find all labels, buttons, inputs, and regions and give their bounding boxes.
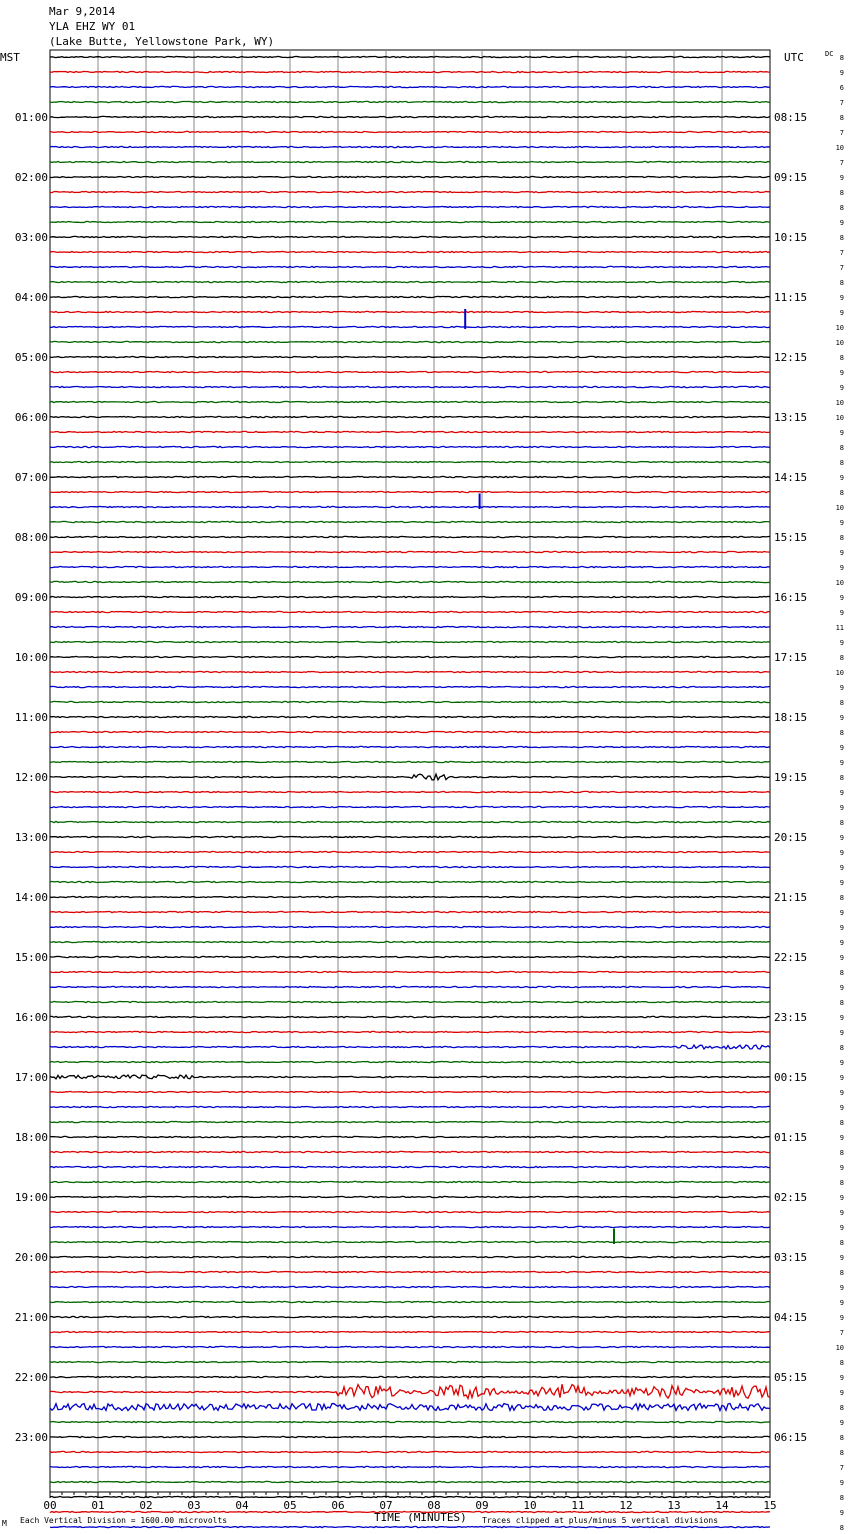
dc-offset-label: 8 xyxy=(839,354,844,362)
dc-offset-label: 8 xyxy=(839,489,844,497)
dc-offset-label: 9 xyxy=(839,1029,844,1037)
trace-line xyxy=(50,1226,770,1227)
mst-hour-label: 21:00 xyxy=(14,1311,48,1324)
dc-offset-label: 9 xyxy=(839,1209,844,1217)
trace-line xyxy=(50,311,770,312)
dc-offset-label: 7 xyxy=(839,159,844,167)
trace-line xyxy=(50,1451,770,1452)
trace-line xyxy=(50,1075,770,1079)
utc-hour-label: 12:15 xyxy=(774,351,808,364)
trace-line xyxy=(50,1384,770,1398)
dc-offset-label: 8 xyxy=(839,459,844,467)
corner-mark: M xyxy=(2,1519,7,1528)
dc-offset-label: 9 xyxy=(839,384,844,392)
utc-hour-label: 01:15 xyxy=(774,1131,808,1144)
dc-header-label: DC xyxy=(825,50,834,58)
mst-hour-label: 01:00 xyxy=(14,111,48,124)
dc-offset-label: 8 xyxy=(839,1449,844,1457)
utc-hour-label: 13:15 xyxy=(774,411,808,424)
dc-offset-label: 8 xyxy=(839,234,844,242)
utc-hour-label: 18:15 xyxy=(774,711,808,724)
dc-offset-label: 8 xyxy=(839,1044,844,1052)
dc-offset-label: 7 xyxy=(839,129,844,137)
dc-offset-label: 9 xyxy=(839,879,844,887)
mst-hour-label: 14:00 xyxy=(14,891,48,904)
trace-line xyxy=(50,266,770,267)
trace-line xyxy=(50,1151,770,1152)
trace-line xyxy=(50,851,770,852)
utc-hour-label: 00:15 xyxy=(774,1071,808,1084)
dc-offset-label: 9 xyxy=(839,864,844,872)
trace-line xyxy=(50,1106,770,1107)
dc-offset-label: 8 xyxy=(839,534,844,542)
x-tick-label: 03 xyxy=(187,1499,201,1512)
dc-offset-label: 10 xyxy=(835,414,844,422)
x-tick-label: 06 xyxy=(331,1499,345,1512)
trace-line xyxy=(50,1526,770,1527)
mst-hour-label: 17:00 xyxy=(14,1071,48,1084)
trace-line xyxy=(50,71,770,72)
dc-offset-label: 9 xyxy=(839,549,844,557)
trace-line xyxy=(50,881,770,882)
trace-line xyxy=(50,656,770,657)
dc-offset-label: 9 xyxy=(839,1479,844,1487)
trace-line xyxy=(50,206,770,207)
dc-offset-label: 9 xyxy=(839,174,844,182)
trace-line xyxy=(50,1361,770,1362)
trace-line xyxy=(50,1001,770,1002)
x-tick-label: 10 xyxy=(523,1499,537,1512)
dc-offset-label: 9 xyxy=(839,1389,844,1397)
trace-line xyxy=(50,401,770,402)
dc-offset-label: 8 xyxy=(839,204,844,212)
trace-line xyxy=(50,521,770,522)
utc-hour-label: 21:15 xyxy=(774,891,808,904)
trace-line xyxy=(50,701,770,702)
trace-line xyxy=(50,341,770,342)
dc-offset-label: 10 xyxy=(835,399,844,407)
dc-offset-label: 8 xyxy=(839,894,844,902)
trace-line xyxy=(50,1016,770,1017)
utc-hour-label: 08:15 xyxy=(774,111,808,124)
mst-hour-label: 12:00 xyxy=(14,771,48,784)
trace-line xyxy=(50,1241,770,1242)
x-tick-label: 09 xyxy=(475,1499,489,1512)
trace-line xyxy=(50,476,770,477)
trace-line xyxy=(50,1045,770,1049)
trace-line xyxy=(50,774,770,780)
trace-line xyxy=(50,626,770,627)
trace-line xyxy=(50,746,770,747)
mst-hour-label: 20:00 xyxy=(14,1251,48,1264)
mst-hour-label: 10:00 xyxy=(14,651,48,664)
trace-line xyxy=(50,1376,770,1377)
trace-line xyxy=(50,386,770,387)
trace-line xyxy=(50,1466,770,1467)
trace-line xyxy=(50,56,770,57)
trace-line xyxy=(50,1136,770,1137)
trace-line xyxy=(50,356,770,357)
utc-axis-label: UTC xyxy=(784,51,804,64)
dc-offset-label: 8 xyxy=(839,279,844,287)
x-tick-label: 01 xyxy=(91,1499,105,1512)
dc-offset-label: 9 xyxy=(839,1134,844,1142)
dc-offset-label: 9 xyxy=(839,1089,844,1097)
trace-line xyxy=(50,1061,770,1062)
trace-line xyxy=(50,236,770,237)
dc-offset-label: 8 xyxy=(839,1179,844,1187)
dc-offset-label: 9 xyxy=(839,714,844,722)
dc-offset-label: 8 xyxy=(839,819,844,827)
x-tick-label: 05 xyxy=(283,1499,297,1512)
trace-line xyxy=(50,671,770,672)
x-tick-label: 13 xyxy=(667,1499,681,1512)
x-tick-label: 08 xyxy=(427,1499,441,1512)
dc-offset-label: 8 xyxy=(839,654,844,662)
utc-hour-label: 23:15 xyxy=(774,1011,808,1024)
dc-offset-label: 9 xyxy=(839,684,844,692)
trace-line xyxy=(50,596,770,597)
mst-hour-label: 19:00 xyxy=(14,1191,48,1204)
dc-offset-label: 7 xyxy=(839,249,844,257)
x-tick-label: 12 xyxy=(619,1499,633,1512)
dc-offset-label: 9 xyxy=(839,1104,844,1112)
dc-offset-label: 8 xyxy=(839,1434,844,1442)
dc-offset-label: 10 xyxy=(835,579,844,587)
dc-offset-label: 8 xyxy=(839,189,844,197)
trace-line xyxy=(50,506,770,507)
dc-offset-label: 9 xyxy=(839,429,844,437)
dc-offset-label: 8 xyxy=(839,444,844,452)
trace-line xyxy=(50,641,770,642)
trace-line xyxy=(50,896,770,897)
trace-line xyxy=(50,131,770,132)
dc-offset-label: 11 xyxy=(835,624,844,632)
dc-offset-label: 8 xyxy=(839,1239,844,1247)
dc-offset-label: 6 xyxy=(839,84,844,92)
utc-hour-label: 05:15 xyxy=(774,1371,808,1384)
trace-line xyxy=(50,941,770,942)
dc-offset-label: 9 xyxy=(839,744,844,752)
dc-offset-label: 9 xyxy=(839,804,844,812)
mst-hour-label: 03:00 xyxy=(14,231,48,244)
trace-line xyxy=(50,1496,770,1497)
trace-line xyxy=(50,956,770,957)
dc-offset-label: 8 xyxy=(839,1269,844,1277)
trace-line xyxy=(50,1404,770,1411)
dc-offset-label: 9 xyxy=(839,1509,844,1517)
dc-offset-label: 8 xyxy=(839,54,844,62)
dc-offset-label: 9 xyxy=(839,594,844,602)
trace-line xyxy=(50,866,770,867)
trace-line xyxy=(50,926,770,927)
utc-hour-label: 19:15 xyxy=(774,771,808,784)
dc-offset-label: 7 xyxy=(839,99,844,107)
x-tick-label: 14 xyxy=(715,1499,729,1512)
trace-line xyxy=(50,686,770,687)
trace-line xyxy=(50,281,770,282)
dc-offset-label: 9 xyxy=(839,69,844,77)
trace-line xyxy=(50,251,770,252)
trace-line xyxy=(50,416,770,417)
trace-line xyxy=(50,1181,770,1182)
dc-offset-label: 9 xyxy=(839,1224,844,1232)
trace-line xyxy=(50,461,770,462)
trace-line xyxy=(50,731,770,732)
dc-offset-label: 10 xyxy=(835,669,844,677)
mst-hour-label: 08:00 xyxy=(14,531,48,544)
dc-offset-label: 9 xyxy=(839,1314,844,1322)
trace-line xyxy=(50,161,770,162)
trace-line xyxy=(50,86,770,87)
dc-offset-label: 10 xyxy=(835,339,844,347)
trace-line xyxy=(50,1346,770,1347)
mst-hour-label: 18:00 xyxy=(14,1131,48,1144)
trace-line xyxy=(50,176,770,177)
trace-line xyxy=(50,821,770,822)
trace-line xyxy=(50,1271,770,1272)
dc-offset-label: 9 xyxy=(839,909,844,917)
utc-hour-label: 09:15 xyxy=(774,171,808,184)
trace-line xyxy=(50,806,770,807)
trace-line xyxy=(50,146,770,147)
dc-offset-label: 7 xyxy=(839,1464,844,1472)
dc-offset-label: 10 xyxy=(835,504,844,512)
dc-offset-label: 9 xyxy=(839,1254,844,1262)
dc-offset-label: 9 xyxy=(839,1194,844,1202)
utc-hour-label: 10:15 xyxy=(774,231,808,244)
trace-line xyxy=(50,1031,770,1032)
dc-offset-label: 9 xyxy=(839,1374,844,1382)
dc-offset-label: 8 xyxy=(839,699,844,707)
dc-offset-label: 7 xyxy=(839,1329,844,1337)
dc-offset-label: 9 xyxy=(839,1059,844,1067)
trace-line xyxy=(50,716,770,717)
dc-offset-label: 9 xyxy=(839,609,844,617)
mst-hour-label: 05:00 xyxy=(14,351,48,364)
trace-line xyxy=(50,491,770,492)
trace-line xyxy=(50,1331,770,1332)
trace-line xyxy=(50,296,770,297)
mst-hour-label: 15:00 xyxy=(14,951,48,964)
trace-line xyxy=(50,1196,770,1197)
trace-line xyxy=(50,1421,770,1422)
trace-line xyxy=(50,1286,770,1287)
dc-offset-label: 9 xyxy=(839,834,844,842)
x-tick-label: 07 xyxy=(379,1499,393,1512)
mst-hour-label: 02:00 xyxy=(14,171,48,184)
utc-hour-label: 11:15 xyxy=(774,291,808,304)
trace-line xyxy=(50,836,770,837)
trace-line xyxy=(50,1301,770,1302)
trace-line xyxy=(50,1091,770,1092)
utc-hour-label: 03:15 xyxy=(774,1251,808,1264)
trace-line xyxy=(50,551,770,552)
x-tick-label: 04 xyxy=(235,1499,249,1512)
utc-hour-label: 14:15 xyxy=(774,471,808,484)
utc-hour-label: 20:15 xyxy=(774,831,808,844)
dc-offset-label: 8 xyxy=(839,114,844,122)
utc-hour-label: 02:15 xyxy=(774,1191,808,1204)
trace-line xyxy=(50,1436,770,1437)
dc-offset-label: 9 xyxy=(839,1014,844,1022)
dc-offset-label: 9 xyxy=(839,294,844,302)
dc-offset-label: 7 xyxy=(839,264,844,272)
trace-line xyxy=(50,1316,770,1317)
trace-line xyxy=(50,1256,770,1257)
dc-offset-label: 8 xyxy=(839,729,844,737)
dc-offset-label: 8 xyxy=(839,774,844,782)
trace-line xyxy=(50,116,770,117)
dc-offset-label: 9 xyxy=(839,759,844,767)
dc-offset-label: 9 xyxy=(839,519,844,527)
trace-line xyxy=(50,371,770,372)
dc-offset-label: 9 xyxy=(839,849,844,857)
dc-offset-label: 8 xyxy=(839,969,844,977)
mst-hour-label: 22:00 xyxy=(14,1371,48,1384)
trace-line xyxy=(50,1121,770,1122)
mst-hour-label: 07:00 xyxy=(14,471,48,484)
trace-line xyxy=(50,971,770,972)
dc-offset-label: 8 xyxy=(839,1359,844,1367)
chart-date: Mar 9,2014 xyxy=(49,5,116,18)
dc-offset-label: 9 xyxy=(839,369,844,377)
trace-line xyxy=(50,446,770,447)
trace-line xyxy=(50,191,770,192)
dc-offset-label: 9 xyxy=(839,939,844,947)
dc-offset-label: 9 xyxy=(839,219,844,227)
dc-offset-label: 10 xyxy=(835,1344,844,1352)
trace-line xyxy=(50,1211,770,1212)
scale-note: Each Vertical Division = 1600.00 microvolts xyxy=(20,1516,228,1525)
station-code: YLA EHZ WY 01 xyxy=(49,20,136,33)
mst-hour-label: 13:00 xyxy=(14,831,48,844)
trace-line xyxy=(50,326,770,327)
dc-offset-label: 10 xyxy=(835,324,844,332)
dc-offset-label: 8 xyxy=(839,1119,844,1127)
dc-offset-label: 9 xyxy=(839,639,844,647)
dc-offset-label: 9 xyxy=(839,1074,844,1082)
mst-hour-label: 06:00 xyxy=(14,411,48,424)
dc-offset-label: 8 xyxy=(839,1494,844,1502)
utc-hour-label: 15:15 xyxy=(774,531,808,544)
dc-offset-label: 8 xyxy=(839,1404,844,1412)
utc-hour-label: 04:15 xyxy=(774,1311,808,1324)
station-location: (Lake Butte, Yellowstone Park, WY) xyxy=(49,35,275,48)
x-axis-label: TIME (MINUTES) xyxy=(374,1511,467,1524)
dc-offset-label: 9 xyxy=(839,789,844,797)
utc-hour-label: 17:15 xyxy=(774,651,808,664)
mst-hour-label: 16:00 xyxy=(14,1011,48,1024)
dc-offset-label: 9 xyxy=(839,984,844,992)
dc-offset-label: 8 xyxy=(839,1149,844,1157)
trace-line xyxy=(50,911,770,912)
trace-line xyxy=(50,221,770,222)
trace-line xyxy=(50,791,770,792)
trace-line xyxy=(50,1166,770,1167)
x-tick-label: 02 xyxy=(139,1499,153,1512)
trace-line xyxy=(50,611,770,612)
trace-line xyxy=(50,761,770,762)
trace-line xyxy=(50,581,770,582)
trace-line xyxy=(50,431,770,432)
clip-note: Traces clipped at plus/minus 5 vertical divisions xyxy=(482,1516,719,1525)
dc-offset-label: 9 xyxy=(839,309,844,317)
dc-offset-label: 9 xyxy=(839,1419,844,1427)
dc-offset-label: 9 xyxy=(839,1299,844,1307)
trace-line xyxy=(50,986,770,987)
trace-line xyxy=(50,1481,770,1482)
dc-offset-label: 9 xyxy=(839,474,844,482)
x-tick-label: 15 xyxy=(763,1499,777,1512)
dc-offset-label: 9 xyxy=(839,1284,844,1292)
utc-hour-label: 06:15 xyxy=(774,1431,808,1444)
trace-line xyxy=(50,101,770,102)
mst-axis-label: MST xyxy=(0,51,20,64)
dc-offset-label: 9 xyxy=(839,924,844,932)
dc-offset-label: 9 xyxy=(839,564,844,572)
dc-offset-label: 9 xyxy=(839,954,844,962)
mst-hour-label: 11:00 xyxy=(14,711,48,724)
dc-offset-label: 9 xyxy=(839,1164,844,1172)
utc-hour-label: 16:15 xyxy=(774,591,808,604)
dc-offset-label: 8 xyxy=(839,1524,844,1532)
mst-hour-label: 04:00 xyxy=(14,291,48,304)
x-tick-label: 11 xyxy=(571,1499,585,1512)
dc-offset-label: 8 xyxy=(839,999,844,1007)
dc-offset-label: 10 xyxy=(835,144,844,152)
mst-hour-label: 09:00 xyxy=(14,591,48,604)
x-tick-label: 00 xyxy=(43,1499,57,1512)
mst-hour-label: 23:00 xyxy=(14,1431,48,1444)
trace-line xyxy=(50,566,770,567)
utc-hour-label: 22:15 xyxy=(774,951,808,964)
trace-line xyxy=(50,536,770,537)
